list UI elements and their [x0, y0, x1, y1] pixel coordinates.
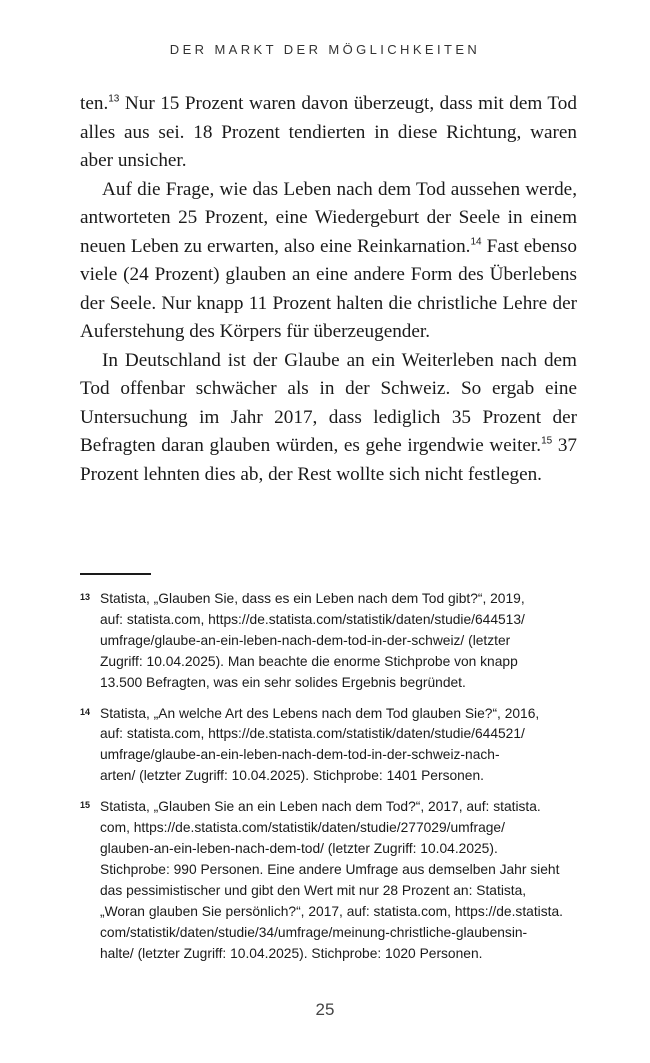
footnote-line: das pessimistischer und gibt den Wert mit nur 28 Prozent an: Statista,	[100, 882, 527, 898]
footnote-line: Statista, „An welche Art des Lebens nach dem Tod glauben Sie?“, 2016,	[100, 705, 540, 721]
footnote-line: auf: statista.com, https://de.statista.com/statistik/daten/studie/644521/	[100, 726, 525, 742]
paragraph-3-text-a: In Deutschland ist der Glaube an ein Weiterleben nach dem Tod offenbar schwächer als in der Schweiz. So ergab eine Untersuchung im Jahr 2017, dass lediglich 35 Prozent der Befragten daran glauben würden, es gehe irgendwie weiter.	[80, 349, 577, 456]
footnote-line: Statista, „Glauben Sie an ein Leben nach dem Tod?“, 2017, auf: statista.	[100, 799, 541, 815]
footnote-line: Zugriff: 10.04.2025). Man beachte die enorme Stichprobe von knapp	[100, 653, 518, 669]
footnote-line: umfrage/glaube-an-ein-leben-nach-dem-tod-in-der-schweiz/ (letzter	[100, 632, 511, 648]
footnote-line: com, https://de.statista.com/statistik/daten/studie/277029/umfrage/	[100, 820, 505, 836]
footnote-line: arten/ (letzter Zugriff: 10.04.2025). Stichprobe: 1401 Personen.	[100, 768, 484, 784]
footnote-line: Statista, „Glauben Sie, dass es ein Leben nach dem Tod gibt?“, 2019,	[100, 591, 525, 606]
footnote-line: Stichprobe: 990 Personen. Eine andere Umfrage aus demselben Jahr sieht	[100, 861, 560, 877]
footnote-ref-13[interactable]: 13	[108, 93, 120, 105]
paragraph-2	[80, 176, 577, 347]
paragraph-1-text-b: Nur 15 Prozent waren davon überzeugt, dass mit dem Tod alles aus sei. 18 Prozent tendierten in diese Richtung, waren aber unsicher.	[80, 93, 577, 171]
footnote-14	[80, 704, 580, 788]
paragraph-3-text-b: 37 Prozent lehnten dies ab, der Rest wollte sich nicht festlegen.	[80, 435, 578, 485]
paragraph-2-text-a: Auf die Frage, wie das Leben nach dem Tod aussehen werde, antworteten 25 Prozent, eine Wiedergeburt der Seele in einem neuen Leben zu erwarten, also eine Reinkarnation.	[80, 178, 577, 257]
footnote-ref-14[interactable]: 14	[470, 236, 482, 248]
footnotes	[80, 589, 580, 974]
footnote-line: com/statistik/daten/studie/34/umfrage/meinung-christliche-glaubensin-	[100, 924, 528, 940]
footnote-line: „Woran glauben Sie persönlich?“, 2017, auf: statista.com, https://de.statista.	[100, 903, 563, 919]
paragraph-1-text-a: ten.	[80, 93, 109, 114]
body-text	[80, 90, 577, 489]
footnote-line: halte/ (letzter Zugriff: 10.04.2025). Stichprobe: 1020 Personen.	[100, 945, 483, 961]
footnote-number: 15	[80, 800, 91, 811]
paragraph-1	[80, 90, 577, 176]
footnote-ref-15[interactable]: 15	[541, 435, 553, 447]
footnote-separator	[80, 573, 151, 575]
footnote-line: 13.500 Befragten, was ein sehr solides Ergebnis begründet.	[100, 674, 466, 690]
footnote-13	[80, 589, 580, 694]
footnote-15	[80, 797, 580, 964]
footnote-number: 14	[80, 706, 91, 717]
footnote-line: glauben-an-ein-leben-nach-dem-tod/ (letzter Zugriff: 10.04.2025).	[100, 840, 498, 856]
paragraph-2-text-b: Fast ebenso viele (24 Prozent) glauben an eine andere Form des Überlebens der Seele. Nur knapp 11 Prozent halten die christliche Lehre der Auferstehung des Körpers für überzeugender.	[80, 235, 577, 342]
running-header: DER MARKT DER MÖGLICHKEITEN	[169, 42, 481, 57]
paragraph-3	[80, 347, 577, 490]
footnote-line: auf: statista.com, https://de.statista.com/statistik/daten/studie/644513/	[100, 611, 525, 627]
footnote-number: 13	[80, 592, 91, 602]
footnote-line: umfrage/glaube-an-ein-leben-nach-dem-tod-in-der-schweiz-nach-	[100, 747, 500, 763]
page-number: 25	[315, 1000, 335, 1019]
